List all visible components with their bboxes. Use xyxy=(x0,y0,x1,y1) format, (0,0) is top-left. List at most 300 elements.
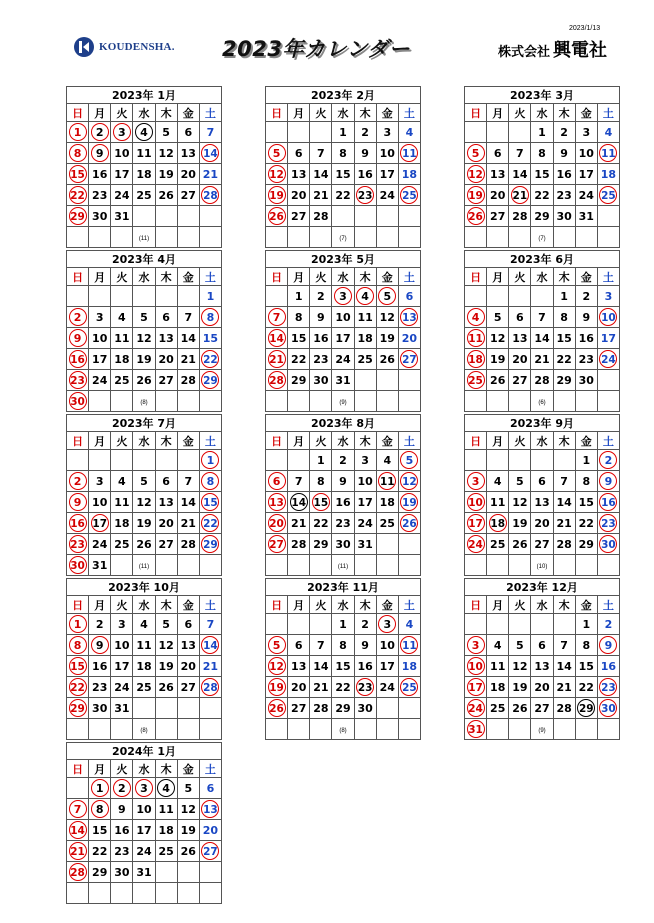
month-table xyxy=(66,414,222,576)
day-cell xyxy=(155,862,177,883)
day-cell xyxy=(597,471,619,492)
day-cell: 16 xyxy=(310,328,332,349)
day-cell xyxy=(376,370,398,391)
day-cell: 30 xyxy=(111,862,133,883)
day-cell: 3 xyxy=(89,307,111,328)
holiday-marker: 9 xyxy=(91,144,109,162)
holiday-count: (8) xyxy=(339,728,347,734)
holiday-marker: 14 xyxy=(201,636,219,654)
day-cell: 20 xyxy=(155,349,177,370)
day-cell: 1 xyxy=(199,286,221,307)
day-cell: 12 xyxy=(509,656,531,677)
holiday-marker: 3 xyxy=(378,615,396,633)
day-cell: 25 xyxy=(487,534,509,555)
day-cell: 23 xyxy=(89,677,111,698)
day-cell xyxy=(266,206,288,227)
holiday-marker: 9 xyxy=(91,636,109,654)
day-cell xyxy=(67,534,89,555)
day-cell xyxy=(487,122,509,143)
day-cell: 3 xyxy=(575,122,597,143)
month-title: 2023年 5月 xyxy=(266,251,421,268)
holiday-marker: 29 xyxy=(201,371,219,389)
day-cell: 11 xyxy=(155,799,177,820)
day-cell: 16 xyxy=(332,492,354,513)
day-cell: 9 xyxy=(553,143,575,164)
weekday-header: 火 xyxy=(509,268,531,286)
holiday-marker: 1 xyxy=(201,451,219,469)
day-cell: 29 xyxy=(89,862,111,883)
day-cell: 25 xyxy=(376,513,398,534)
day-cell xyxy=(531,286,553,307)
holiday-count: (10) xyxy=(536,564,548,570)
month-title: 2023年 10月 xyxy=(67,579,222,596)
holiday-marker: 14 xyxy=(201,144,219,162)
weekday-header: 月 xyxy=(288,268,310,286)
day-cell xyxy=(266,349,288,370)
holiday-marker: 17 xyxy=(91,514,109,532)
day-cell xyxy=(67,206,89,227)
day-cell xyxy=(487,286,509,307)
day-cell xyxy=(266,614,288,635)
weekday-header: 月 xyxy=(89,268,111,286)
koudensha-logo-icon xyxy=(74,37,94,57)
day-cell: 14 xyxy=(310,656,332,677)
holiday-marker: 8 xyxy=(91,800,109,818)
day-cell xyxy=(111,883,133,904)
day-cell: 28 xyxy=(509,206,531,227)
month-table xyxy=(66,250,222,412)
holiday-marker: 27 xyxy=(201,842,219,860)
day-cell: 17 xyxy=(597,328,619,349)
day-cell: 8 xyxy=(575,635,597,656)
weekday-header: 火 xyxy=(111,268,133,286)
holiday-marker: 4 xyxy=(356,287,374,305)
day-cell: 7 xyxy=(310,635,332,656)
day-cell: 21 xyxy=(177,349,199,370)
day-cell xyxy=(67,143,89,164)
weekday-header: 金 xyxy=(575,432,597,450)
holiday-marker: 22 xyxy=(69,186,87,204)
weekday-header: 日 xyxy=(266,432,288,450)
day-cell: 30 xyxy=(89,698,111,719)
day-cell xyxy=(597,635,619,656)
day-cell: 29 xyxy=(332,698,354,719)
day-cell xyxy=(199,534,221,555)
day-cell: 27 xyxy=(177,677,199,698)
day-cell: 2 xyxy=(89,614,111,635)
holiday-marker: 19 xyxy=(268,678,286,696)
day-cell xyxy=(509,122,531,143)
holiday-marker: 8 xyxy=(69,144,87,162)
day-cell xyxy=(266,471,288,492)
day-cell xyxy=(288,614,310,635)
day-cell xyxy=(111,778,133,799)
day-cell: 24 xyxy=(376,185,398,206)
day-cell: 15 xyxy=(288,328,310,349)
day-cell xyxy=(111,450,133,471)
day-cell xyxy=(266,677,288,698)
weekday-header: 火 xyxy=(111,596,133,614)
month-title: 2023年 6月 xyxy=(465,251,620,268)
day-cell: 19 xyxy=(177,820,199,841)
day-cell xyxy=(133,698,155,719)
month-calendar xyxy=(464,578,620,740)
day-cell xyxy=(89,143,111,164)
day-cell xyxy=(155,206,177,227)
day-cell xyxy=(266,534,288,555)
day-cell: 2 xyxy=(354,614,376,635)
weekday-header: 木 xyxy=(354,596,376,614)
weekday-header: 金 xyxy=(575,596,597,614)
weekday-header: 日 xyxy=(465,596,487,614)
day-cell xyxy=(597,143,619,164)
day-cell xyxy=(111,122,133,143)
day-cell: 31 xyxy=(332,370,354,391)
day-cell: 8 xyxy=(332,143,354,164)
day-cell: 20 xyxy=(288,185,310,206)
day-cell: 10 xyxy=(575,143,597,164)
holiday-marker: 23 xyxy=(356,678,374,696)
company-type: 株式会社 xyxy=(498,45,551,60)
holiday-marker: 5 xyxy=(378,287,396,305)
day-cell xyxy=(67,164,89,185)
day-cell: 26 xyxy=(509,534,531,555)
day-cell xyxy=(199,450,221,471)
day-cell: 23 xyxy=(553,185,575,206)
holiday-marker: 9 xyxy=(599,636,617,654)
day-cell: 11 xyxy=(354,307,376,328)
month-calendar xyxy=(265,578,421,740)
day-cell xyxy=(67,841,89,862)
holiday-marker: 23 xyxy=(599,514,617,532)
page-title: 2023年カレンダー xyxy=(222,37,411,61)
day-cell: 29 xyxy=(531,206,553,227)
weekday-header: 水 xyxy=(531,268,553,286)
day-cell: 6 xyxy=(288,635,310,656)
weekday-header: 金 xyxy=(177,596,199,614)
day-cell xyxy=(376,614,398,635)
day-cell: 21 xyxy=(553,513,575,534)
day-cell: 13 xyxy=(177,635,199,656)
holiday-marker: 18 xyxy=(467,350,485,368)
weekday-header: 水 xyxy=(531,432,553,450)
day-cell xyxy=(465,164,487,185)
day-cell: 15 xyxy=(89,820,111,841)
day-cell xyxy=(465,328,487,349)
day-cell xyxy=(67,883,89,904)
day-cell xyxy=(266,164,288,185)
day-cell: 11 xyxy=(111,328,133,349)
day-cell xyxy=(465,286,487,307)
day-cell: 15 xyxy=(332,656,354,677)
weekday-header: 水 xyxy=(133,760,155,778)
holiday-marker: 16 xyxy=(599,493,617,511)
weekday-header: 火 xyxy=(310,104,332,122)
holiday-count: (7) xyxy=(339,236,347,242)
day-cell xyxy=(376,471,398,492)
day-cell: 13 xyxy=(155,492,177,513)
day-cell: 19 xyxy=(509,677,531,698)
day-cell xyxy=(199,698,221,719)
day-cell xyxy=(531,614,553,635)
day-cell xyxy=(465,143,487,164)
day-cell xyxy=(310,492,332,513)
weekday-header: 水 xyxy=(332,432,354,450)
holiday-marker: 11 xyxy=(400,144,418,162)
weekday-header: 木 xyxy=(155,760,177,778)
month-table xyxy=(265,414,421,576)
holiday-marker: 25 xyxy=(400,678,418,696)
day-cell: 25 xyxy=(111,370,133,391)
holiday-marker: 25 xyxy=(400,186,418,204)
day-cell xyxy=(199,799,221,820)
holiday-marker: 4 xyxy=(157,779,175,797)
day-cell: 20 xyxy=(398,328,420,349)
day-cell: 11 xyxy=(487,656,509,677)
holiday-marker: 13 xyxy=(400,308,418,326)
day-cell: 18 xyxy=(376,492,398,513)
day-cell: 24 xyxy=(332,349,354,370)
day-cell: 28 xyxy=(553,698,575,719)
day-cell: 2 xyxy=(553,122,575,143)
holiday-marker: 15 xyxy=(201,493,219,511)
company-logo xyxy=(74,37,175,57)
month-table xyxy=(66,578,222,740)
day-cell: 13 xyxy=(288,164,310,185)
weekday-header: 木 xyxy=(553,104,575,122)
day-cell: 23 xyxy=(310,349,332,370)
holiday-marker: 11 xyxy=(400,636,418,654)
holiday-marker: 29 xyxy=(577,699,595,717)
day-cell xyxy=(67,513,89,534)
day-cell: 24 xyxy=(111,677,133,698)
holiday-marker: 2 xyxy=(113,779,131,797)
day-cell: 31 xyxy=(111,698,133,719)
day-cell: 4 xyxy=(111,471,133,492)
weekday-header: 木 xyxy=(553,596,575,614)
day-cell xyxy=(89,513,111,534)
day-cell xyxy=(354,206,376,227)
day-cell: 27 xyxy=(288,698,310,719)
day-cell: 19 xyxy=(155,656,177,677)
day-cell xyxy=(398,185,420,206)
day-cell: 15 xyxy=(575,492,597,513)
day-cell: 15 xyxy=(575,656,597,677)
day-cell: 11 xyxy=(133,143,155,164)
weekday-header: 火 xyxy=(509,432,531,450)
day-cell: 22 xyxy=(531,185,553,206)
day-cell xyxy=(398,492,420,513)
day-cell: 26 xyxy=(133,370,155,391)
weekday-header: 火 xyxy=(509,104,531,122)
day-cell: 4 xyxy=(398,122,420,143)
holiday-marker: 9 xyxy=(69,329,87,347)
weekday-header: 土 xyxy=(199,596,221,614)
day-cell: 13 xyxy=(509,328,531,349)
day-cell xyxy=(155,883,177,904)
weekday-header: 火 xyxy=(310,596,332,614)
holiday-marker: 23 xyxy=(69,535,87,553)
month-table xyxy=(66,86,222,248)
day-cell: 2 xyxy=(332,450,354,471)
holiday-marker: 16 xyxy=(69,350,87,368)
day-cell: 6 xyxy=(531,471,553,492)
day-cell xyxy=(597,534,619,555)
day-cell: 19 xyxy=(133,349,155,370)
day-cell: 20 xyxy=(531,513,553,534)
day-cell xyxy=(398,471,420,492)
day-cell xyxy=(89,286,111,307)
day-cell: 4 xyxy=(398,614,420,635)
month-title: 2023年 1月 xyxy=(67,87,222,104)
weekday-header: 木 xyxy=(553,268,575,286)
weekday-header: 日 xyxy=(67,268,89,286)
day-cell: 25 xyxy=(487,698,509,719)
holiday-count: (11) xyxy=(138,236,150,242)
weekday-header: 火 xyxy=(310,268,332,286)
day-cell xyxy=(398,370,420,391)
holiday-marker: 28 xyxy=(201,186,219,204)
holiday-marker: 1 xyxy=(69,123,87,141)
day-cell: 24 xyxy=(575,185,597,206)
holiday-marker: 3 xyxy=(334,287,352,305)
holiday-marker: 28 xyxy=(268,371,286,389)
day-cell: 16 xyxy=(575,328,597,349)
holiday-marker: 24 xyxy=(467,535,485,553)
day-cell xyxy=(465,677,487,698)
day-cell xyxy=(531,450,553,471)
holiday-marker: 24 xyxy=(467,699,485,717)
day-cell xyxy=(354,286,376,307)
day-cell xyxy=(67,656,89,677)
day-cell xyxy=(266,307,288,328)
month-table xyxy=(265,250,421,412)
day-cell xyxy=(465,349,487,370)
day-cell: 1 xyxy=(310,450,332,471)
day-cell: 10 xyxy=(111,143,133,164)
day-cell xyxy=(199,883,221,904)
day-cell: 2 xyxy=(575,286,597,307)
day-cell: 7 xyxy=(531,307,553,328)
day-cell: 4 xyxy=(133,614,155,635)
month-calendar xyxy=(265,250,421,412)
day-cell: 4 xyxy=(111,307,133,328)
holiday-marker: 26 xyxy=(268,207,286,225)
day-cell: 26 xyxy=(487,370,509,391)
day-cell: 12 xyxy=(155,635,177,656)
weekday-header: 日 xyxy=(465,104,487,122)
day-cell: 13 xyxy=(288,656,310,677)
month-title: 2023年 11月 xyxy=(266,579,421,596)
day-cell: 19 xyxy=(487,349,509,370)
day-cell: 7 xyxy=(199,614,221,635)
day-cell: 23 xyxy=(111,841,133,862)
day-cell xyxy=(376,206,398,227)
weekday-header: 土 xyxy=(597,268,619,286)
day-cell: 10 xyxy=(376,635,398,656)
weekday-header: 火 xyxy=(111,104,133,122)
weekday-header: 土 xyxy=(597,432,619,450)
month-title: 2023年 3月 xyxy=(465,87,620,104)
day-cell: 11 xyxy=(133,635,155,656)
day-cell: 20 xyxy=(288,677,310,698)
month-table xyxy=(464,578,620,740)
holiday-count: (11) xyxy=(337,564,349,570)
day-cell: 18 xyxy=(597,164,619,185)
day-cell xyxy=(465,492,487,513)
day-cell xyxy=(376,286,398,307)
holiday-marker: 1 xyxy=(69,615,87,633)
day-cell: 24 xyxy=(111,185,133,206)
day-cell xyxy=(465,122,487,143)
day-cell: 12 xyxy=(376,307,398,328)
day-cell xyxy=(266,492,288,513)
day-cell: 30 xyxy=(332,534,354,555)
day-cell: 17 xyxy=(376,164,398,185)
day-cell xyxy=(67,122,89,143)
day-cell xyxy=(465,206,487,227)
holiday-marker: 29 xyxy=(69,699,87,717)
day-cell: 9 xyxy=(354,635,376,656)
holiday-count: (9) xyxy=(538,728,546,734)
day-cell xyxy=(266,450,288,471)
weekday-header: 月 xyxy=(89,432,111,450)
day-cell: 17 xyxy=(133,820,155,841)
weekday-header: 金 xyxy=(177,760,199,778)
day-cell: 21 xyxy=(310,185,332,206)
day-cell: 16 xyxy=(89,656,111,677)
day-cell: 16 xyxy=(553,164,575,185)
day-cell: 13 xyxy=(155,328,177,349)
day-cell xyxy=(67,778,89,799)
day-cell: 17 xyxy=(354,492,376,513)
day-cell xyxy=(465,307,487,328)
holiday-marker: 2 xyxy=(69,308,87,326)
day-cell: 1 xyxy=(553,286,575,307)
day-cell xyxy=(155,286,177,307)
day-cell: 18 xyxy=(398,164,420,185)
holiday-marker: 10 xyxy=(599,308,617,326)
holiday-marker: 5 xyxy=(268,636,286,654)
day-cell: 3 xyxy=(89,471,111,492)
day-cell: 5 xyxy=(133,471,155,492)
day-cell: 6 xyxy=(398,286,420,307)
day-cell xyxy=(465,185,487,206)
day-cell: 4 xyxy=(487,635,509,656)
day-cell xyxy=(199,307,221,328)
day-cell: 25 xyxy=(354,349,376,370)
holiday-marker: 12 xyxy=(268,165,286,183)
day-cell xyxy=(199,862,221,883)
day-cell: 2 xyxy=(310,286,332,307)
weekday-header: 月 xyxy=(89,760,111,778)
holiday-marker: 22 xyxy=(201,350,219,368)
day-cell: 1 xyxy=(531,122,553,143)
day-cell xyxy=(310,122,332,143)
day-cell: 19 xyxy=(155,164,177,185)
holiday-marker: 8 xyxy=(69,636,87,654)
day-cell: 18 xyxy=(133,164,155,185)
day-cell: 28 xyxy=(310,698,332,719)
day-cell: 6 xyxy=(199,778,221,799)
weekday-header: 金 xyxy=(177,432,199,450)
holiday-marker: 15 xyxy=(69,657,87,675)
day-cell xyxy=(266,656,288,677)
day-cell xyxy=(155,778,177,799)
weekday-header: 月 xyxy=(487,432,509,450)
holiday-count: (8) xyxy=(140,400,148,406)
day-cell xyxy=(288,122,310,143)
